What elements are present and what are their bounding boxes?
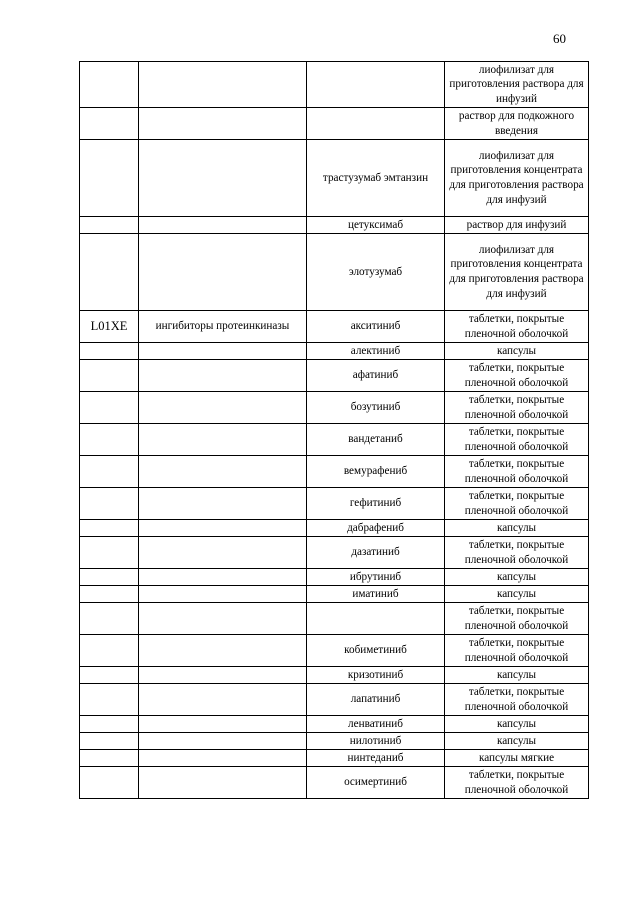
table-row xyxy=(80,684,589,716)
table-row xyxy=(80,62,589,108)
atc-code-cell xyxy=(80,767,139,799)
table-row xyxy=(80,488,589,520)
drug-name-cell: вандетаниб xyxy=(307,424,445,456)
dosage-form-cell: капсулы мягкие xyxy=(445,750,589,767)
page-number: 60 xyxy=(553,31,566,46)
table-row xyxy=(80,767,589,799)
group-cell xyxy=(139,217,307,234)
dosage-form-cell: таблетки, покрытые пленочной оболочкой xyxy=(445,392,589,424)
atc-code-cell xyxy=(80,234,139,311)
group-cell xyxy=(139,667,307,684)
group-cell xyxy=(139,488,307,520)
group-cell: ингибиторы протеинкиназы xyxy=(139,311,307,343)
drug-name-cell: акситиниб xyxy=(307,311,445,343)
table-row xyxy=(80,569,589,586)
dosage-form-cell: таблетки, покрытые пленочной оболочкой xyxy=(445,537,589,569)
group-cell xyxy=(139,603,307,635)
group-cell xyxy=(139,392,307,424)
atc-code-cell xyxy=(80,750,139,767)
drug-name-cell xyxy=(307,62,445,108)
dosage-form-cell: таблетки, покрытые пленочной оболочкой xyxy=(445,424,589,456)
atc-code-cell xyxy=(80,667,139,684)
drug-name-cell: алектиниб xyxy=(307,343,445,360)
atc-code-cell xyxy=(80,586,139,603)
table-row xyxy=(80,733,589,750)
group-cell xyxy=(139,140,307,217)
table-row xyxy=(80,537,589,569)
drug-table xyxy=(79,61,589,799)
dosage-form-cell: капсулы xyxy=(445,520,589,537)
table-row xyxy=(80,360,589,392)
table-row xyxy=(80,311,589,343)
group-cell xyxy=(139,456,307,488)
group-cell xyxy=(139,62,307,108)
atc-code-cell xyxy=(80,392,139,424)
atc-code-cell xyxy=(80,603,139,635)
group-cell xyxy=(139,343,307,360)
dosage-form-cell: лиофилизат для приготовления концентрата для приготовления раствора для инфузий xyxy=(445,234,589,311)
drug-name-cell: кобиметиниб xyxy=(307,635,445,667)
atc-code-cell xyxy=(80,456,139,488)
atc-code-cell xyxy=(80,62,139,108)
dosage-form-cell: таблетки, покрытые пленочной оболочкой xyxy=(445,360,589,392)
group-cell xyxy=(139,733,307,750)
dosage-form-cell: капсулы xyxy=(445,343,589,360)
dosage-form-cell: капсулы xyxy=(445,569,589,586)
table-row xyxy=(80,343,589,360)
group-cell xyxy=(139,424,307,456)
drug-name-cell: бозутиниб xyxy=(307,392,445,424)
group-cell xyxy=(139,586,307,603)
atc-code-cell xyxy=(80,716,139,733)
dosage-form-cell: таблетки, покрытые пленочной оболочкой xyxy=(445,684,589,716)
drug-name-cell: цетуксимаб xyxy=(307,217,445,234)
drug-name-cell: осимертиниб xyxy=(307,767,445,799)
drug-name-cell: лапатиниб xyxy=(307,684,445,716)
dosage-form-cell: таблетки, покрытые пленочной оболочкой xyxy=(445,635,589,667)
atc-code-cell xyxy=(80,360,139,392)
drug-name-cell: кризотиниб xyxy=(307,667,445,684)
dosage-form-cell: лиофилизат для приготовления концентрата для приготовления раствора для инфузий xyxy=(445,140,589,217)
atc-code-cell xyxy=(80,635,139,667)
dosage-form-cell: таблетки, покрытые пленочной оболочкой xyxy=(445,488,589,520)
drug-name-cell: ленватиниб xyxy=(307,716,445,733)
group-cell xyxy=(139,750,307,767)
drug-name-cell: трастузумаб эмтанзин xyxy=(307,140,445,217)
dosage-form-cell: лиофилизат для приготовления раствора для инфузий xyxy=(445,62,589,108)
table-row xyxy=(80,217,589,234)
atc-code-cell xyxy=(80,684,139,716)
table-row xyxy=(80,635,589,667)
dosage-form-cell: капсулы xyxy=(445,733,589,750)
drug-name-cell: нилотиниб xyxy=(307,733,445,750)
dosage-form-cell: капсулы xyxy=(445,667,589,684)
group-cell xyxy=(139,108,307,140)
group-cell xyxy=(139,716,307,733)
drug-name-cell xyxy=(307,603,445,635)
table-row xyxy=(80,667,589,684)
table-row xyxy=(80,424,589,456)
table-row xyxy=(80,234,589,311)
atc-code-cell xyxy=(80,488,139,520)
table-row xyxy=(80,603,589,635)
group-cell xyxy=(139,635,307,667)
atc-code-cell xyxy=(80,343,139,360)
drug-name-cell: гефитиниб xyxy=(307,488,445,520)
dosage-form-cell: таблетки, покрытые пленочной оболочкой xyxy=(445,603,589,635)
atc-code-cell xyxy=(80,108,139,140)
dosage-form-cell: таблетки, покрытые пленочной оболочкой xyxy=(445,767,589,799)
atc-code-cell: L01XE xyxy=(80,311,139,343)
drug-name-cell: афатиниб xyxy=(307,360,445,392)
dosage-form-cell: раствор для инфузий xyxy=(445,217,589,234)
atc-code-cell xyxy=(80,537,139,569)
atc-code-cell xyxy=(80,140,139,217)
drug-name-cell: дазатиниб xyxy=(307,537,445,569)
group-cell xyxy=(139,537,307,569)
atc-code-cell xyxy=(80,217,139,234)
drug-name-cell: вемурафениб xyxy=(307,456,445,488)
drug-name-cell: нинтеданиб xyxy=(307,750,445,767)
atc-code-cell xyxy=(80,733,139,750)
drug-name-cell: элотузумаб xyxy=(307,234,445,311)
table-row xyxy=(80,520,589,537)
table-row xyxy=(80,392,589,424)
dosage-form-cell: капсулы xyxy=(445,716,589,733)
table-row xyxy=(80,456,589,488)
atc-code-cell xyxy=(80,520,139,537)
dosage-form-cell: таблетки, покрытые пленочной оболочкой xyxy=(445,456,589,488)
group-cell xyxy=(139,520,307,537)
drug-name-cell: иматиниб xyxy=(307,586,445,603)
group-cell xyxy=(139,684,307,716)
dosage-form-cell: таблетки, покрытые пленочной оболочкой xyxy=(445,311,589,343)
group-cell xyxy=(139,569,307,586)
table-row xyxy=(80,716,589,733)
drug-name-cell: ибрутиниб xyxy=(307,569,445,586)
group-cell xyxy=(139,234,307,311)
group-cell xyxy=(139,360,307,392)
group-cell xyxy=(139,767,307,799)
atc-code-cell xyxy=(80,424,139,456)
table-row xyxy=(80,140,589,217)
table-row xyxy=(80,586,589,603)
dosage-form-cell: раствор для подкожного введения xyxy=(445,108,589,140)
drug-name-cell: дабрафениб xyxy=(307,520,445,537)
table-row xyxy=(80,750,589,767)
atc-code-cell xyxy=(80,569,139,586)
drug-name-cell xyxy=(307,108,445,140)
table-row xyxy=(80,108,589,140)
dosage-form-cell: капсулы xyxy=(445,586,589,603)
